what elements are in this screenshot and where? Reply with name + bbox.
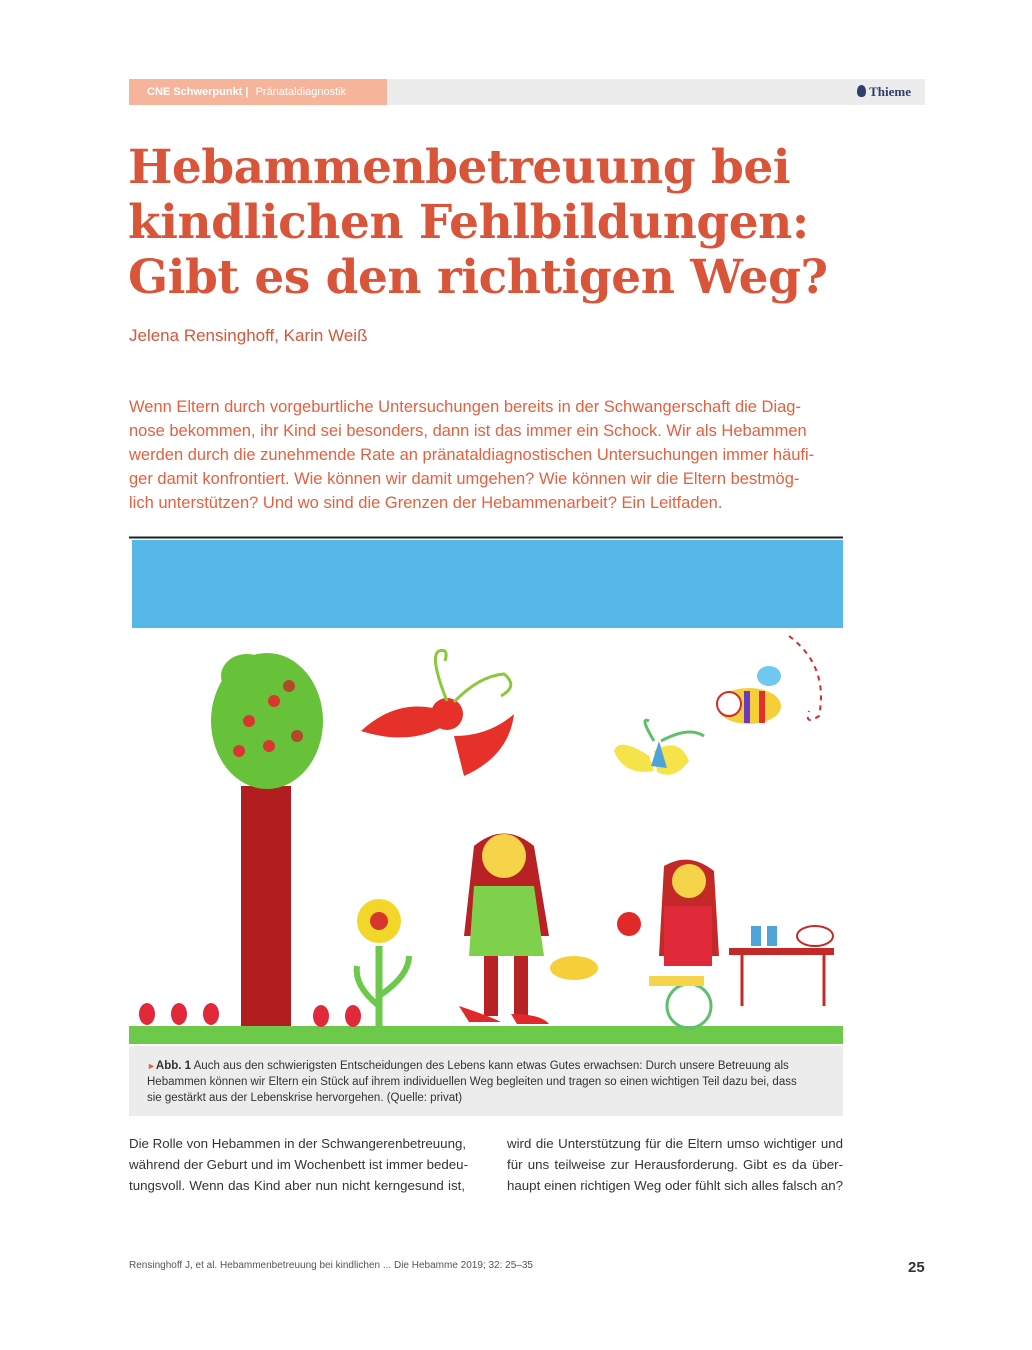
citation-footer: Rensinghoff J, et al. Hebammenbetreuung bei kindlichen ... Die Hebamme 2019; 32: 25–35 (129, 1260, 533, 1271)
thieme-crest-icon (857, 85, 866, 97)
section-tag (129, 79, 387, 105)
publisher-logo (857, 79, 911, 105)
caption-arrow-icon: ► (147, 1061, 156, 1071)
abstract (129, 395, 839, 515)
publisher-name: Thieme (869, 84, 911, 99)
title-line: kindlichen Fehlbildungen: (128, 195, 809, 250)
caption-line-3: sie gestärkt aus der Lebenskrise hervorgehen. (Quelle: privat) (147, 1092, 463, 1104)
abstract-line: werden durch die zunehmende Rate an pränataldiagnostischen Untersuchungen immer häufi- (129, 446, 815, 464)
abstract-line: Wenn Eltern durch vorgeburtliche Untersuchungen bereits in der Schwangerschaft die Diag- (129, 398, 801, 416)
topic-label: Pränataldiagnostik (255, 86, 347, 98)
article-title (128, 140, 888, 305)
page-number: 25 (908, 1259, 925, 1276)
grass (129, 1026, 843, 1044)
caption-line-1 (147, 1058, 827, 1074)
section-separator: | (245, 86, 249, 98)
childrens-drawing-illustration (129, 536, 843, 1044)
body-line: Die Rolle von Hebammen in der Schwangerenbetreuung, (129, 1136, 467, 1151)
body-line: wird die Unterstützung für die Eltern umso wichtiger und (507, 1136, 843, 1151)
figure-caption (129, 1046, 843, 1116)
body-column-right (507, 1133, 843, 1196)
body-line: für uns teilweise zur Herausforderung. Gibt es da über- (507, 1157, 843, 1172)
figure-drawing (129, 536, 843, 1044)
title-line: Hebammenbetreuung bei (128, 140, 791, 195)
caption-text: Auch aus den schwierigsten Entscheidungen des Lebens kann etwas Gutes erwachsen: Durch unsere Betreuung als (193, 1060, 789, 1072)
authors: Jelena Rensinghoff, Karin Weiß (129, 326, 368, 345)
body-line: tungsvoll. Wenn das Kind aber nun nicht kerngesund ist, (129, 1178, 465, 1193)
figure-label: Abb. 1 (155, 1060, 192, 1072)
sky (132, 540, 843, 628)
title-line: Gibt es den richtigen Weg? (128, 250, 828, 305)
running-header (129, 79, 925, 105)
section-label: CNE Schwerpunkt (147, 86, 243, 98)
body-line: haupt einen richtigen Weg oder fühlt sich alles falsch an? (507, 1178, 844, 1193)
abstract-line: nose bekommen, ihr Kind sei besonders, dann ist das immer ein Schock. Wir als Hebammen (129, 422, 807, 440)
abstract-line: ger damit konfrontiert. Wie können wir damit umgehen? Wie können wir die Eltern bestmög- (129, 470, 800, 488)
caption-line-2: Hebammen können wir Eltern ein Stück auf ihrem individuellen Weg begleiten und tragen so einen wichtigen Teil dazu bei, dass (147, 1076, 797, 1088)
body-line: während der Geburt und im Wochenbett ist immer bedeu- (129, 1157, 468, 1172)
abstract-line: lich unterstützen? Und wo sind die Grenzen der Hebammenarbeit? Ein Leitfaden. (129, 494, 723, 512)
body-column-left (129, 1133, 468, 1196)
